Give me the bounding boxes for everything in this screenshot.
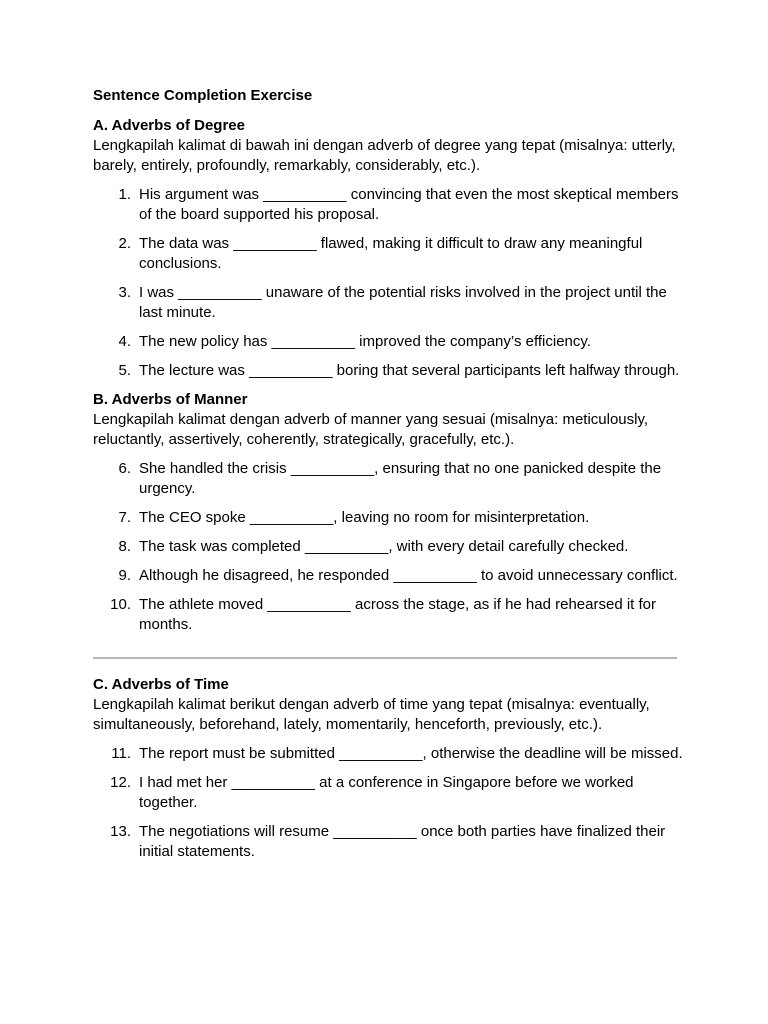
document-title: Sentence Completion Exercise	[93, 87, 313, 104]
item-text: I had met her __________ at a conference in Singapore before we worked together.	[139, 774, 634, 811]
item-number: 2.	[118, 235, 131, 252]
section-adverbs-of-degree	[93, 116, 683, 381]
item-text: The negotiations will resume __________ once both parties have finalized their initial statements.	[139, 823, 666, 860]
section-instruction: Lengkapilah kalimat dengan adverb of manner yang sesuai (misalnya: meticulously, reluctantly, assertively, coherently, strategically, gracefully, etc.).	[93, 411, 649, 448]
item-text: The report must be submitted __________, otherwise the deadline will be missed.	[139, 745, 683, 762]
section-heading: B. Adverbs of Manner	[93, 391, 248, 408]
item-text: The athlete moved __________ across the stage, as if he had rehearsed it for months.	[139, 596, 657, 633]
exercise-list	[93, 459, 683, 635]
exercise-item	[93, 332, 683, 352]
item-number: 1.	[118, 186, 131, 203]
section-adverbs-of-time	[93, 675, 683, 862]
item-text: Although he disagreed, he responded __________ to avoid unnecessary conflict.	[139, 567, 678, 584]
exercise-item	[93, 361, 683, 381]
exercise-item	[93, 459, 683, 499]
exercise-item	[93, 537, 683, 557]
section-adverbs-of-manner	[93, 390, 683, 635]
item-number: 3.	[118, 284, 131, 301]
item-text: The data was __________ flawed, making it difficult to draw any meaningful conclusions.	[139, 235, 643, 272]
item-number: 8.	[118, 538, 131, 555]
exercise-item	[93, 566, 683, 586]
section-heading: A. Adverbs of Degree	[93, 117, 245, 134]
item-number: 4.	[118, 333, 131, 350]
item-number: 11.	[111, 745, 131, 762]
exercise-item	[93, 185, 683, 225]
section-instruction: Lengkapilah kalimat di bawah ini dengan adverb of degree yang tepat (misalnya: utterly, barely, entirely, profoundly, remarkably, considerably, etc.).	[93, 137, 676, 174]
item-number: 10.	[110, 596, 131, 613]
item-number: 5.	[118, 362, 131, 379]
item-text: His argument was __________ convincing that even the most skeptical members of the board supported his proposal.	[139, 186, 679, 223]
section-heading: C. Adverbs of Time	[93, 676, 229, 693]
item-text: The lecture was __________ boring that several participants left halfway through.	[139, 362, 680, 379]
exercise-item	[93, 508, 683, 528]
item-number: 7.	[118, 509, 131, 526]
exercise-item	[93, 744, 683, 764]
item-text: I was __________ unaware of the potential risks involved in the project until the last minute.	[139, 284, 667, 321]
exercise-item	[93, 595, 683, 635]
item-number: 13.	[110, 823, 131, 840]
item-number: 12.	[110, 774, 131, 791]
section-divider	[93, 657, 677, 659]
exercise-list	[93, 744, 683, 862]
document-page	[93, 86, 683, 871]
exercise-item	[93, 283, 683, 323]
item-text: The new policy has __________ improved the company’s efficiency.	[139, 333, 591, 350]
exercise-item	[93, 822, 683, 862]
item-number: 9.	[118, 567, 131, 584]
item-text: The CEO spoke __________, leaving no room for misinterpretation.	[139, 509, 590, 526]
exercise-list	[93, 185, 683, 381]
item-number: 6.	[118, 460, 131, 477]
item-text: The task was completed __________, with every detail carefully checked.	[139, 538, 629, 555]
section-instruction: Lengkapilah kalimat berikut dengan adverb of time yang tepat (misalnya: eventually, simultaneously, beforehand, lately, momentarily, henceforth, previously, etc.).	[93, 696, 650, 733]
item-text: She handled the crisis __________, ensuring that no one panicked despite the urgency.	[139, 460, 662, 497]
exercise-item	[93, 773, 683, 813]
exercise-item	[93, 234, 683, 274]
